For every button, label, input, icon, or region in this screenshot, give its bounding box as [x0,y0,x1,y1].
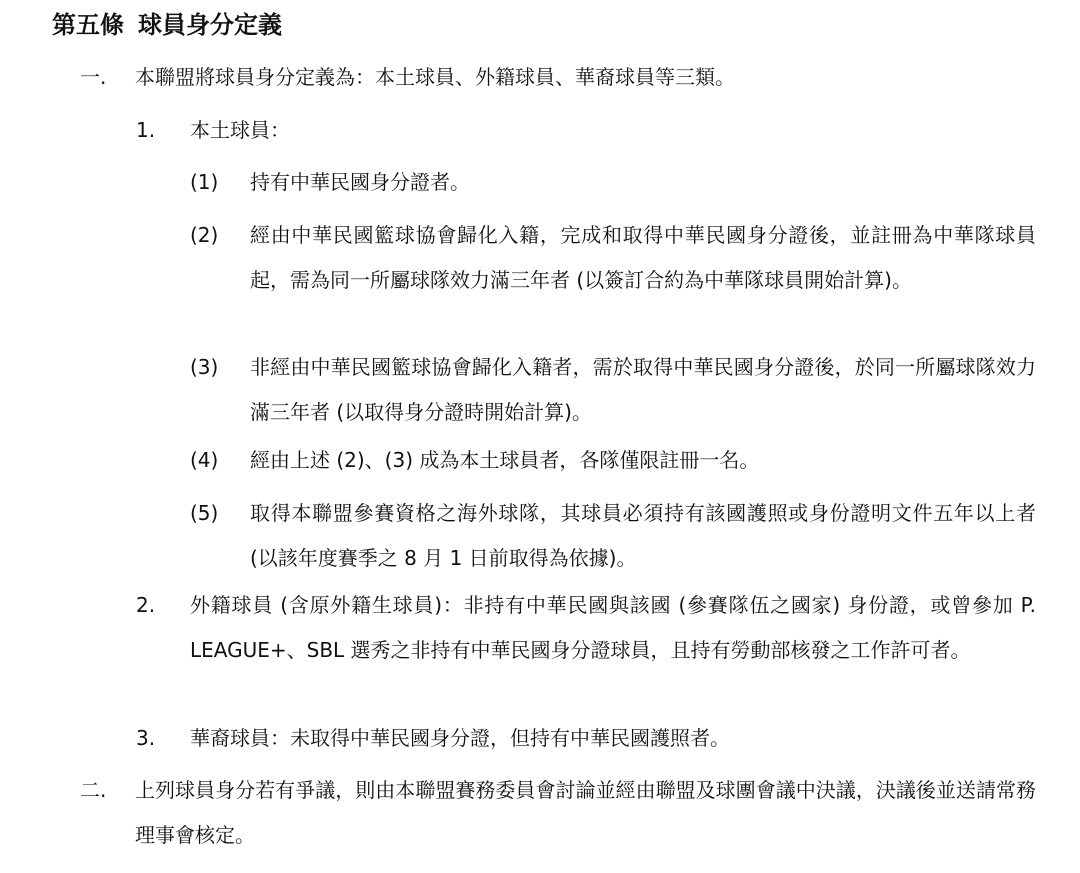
item-2-marker: 2. [136,593,156,617]
article-number: 第五條 [52,11,124,39]
subitem-2-marker: (2) [190,223,219,247]
subitem-4-marker: (4) [190,448,219,472]
item-1-marker: 1. [136,118,156,142]
subitem-5-marker: (5) [190,501,219,525]
article-title [52,8,282,42]
subitem-2-text: 經由中華民國籃球協會歸化入籍，完成和取得中華民國身分證後，並註冊為中華隊球員起，需為同一所屬球隊效力滿三年者 (以簽訂合約為中華隊球員開始計算)。 [250,223,1036,292]
subitem-1-marker: (1) [190,170,219,194]
item-2-text: 外籍球員 (含原外籍生球員)：非持有中華民國與該國 (參賽隊伍之國家) 身份證，或曾參加 P. LEAGUE+、SBL 選秀之非持有中華民國身分證球員，且持有勞動部核發之工作許可者。 [190,593,1036,662]
item-3-marker: 3. [136,726,156,750]
subitem-3-text: 非經由中華民國籃球協會歸化入籍者，需於取得中華民國身分證後，於同一所屬球隊效力滿三年者 (以取得身分證時開始計算)。 [250,355,1036,424]
item-3-text: 華裔球員：未取得中華民國身分證，但持有中華民國護照者。 [190,726,730,750]
subitem-1-text: 持有中華民國身分證者。 [250,170,470,194]
subitem-4-text: 經由上述 (2)、(3) 成為本土球員者，各隊僅限註冊一名。 [250,448,760,472]
article-heading: 球員身分定義 [138,11,282,39]
section-2-marker: 二. [80,778,107,802]
subitem-5-text: 取得本聯盟參賽資格之海外球隊，其球員必須持有該國護照或身份證明文件五年以上者 (以該年度賽季之 8 月 1 日前取得為依據)。 [250,501,1036,570]
section-1-marker: 一. [80,65,107,89]
item-1-text: 本土球員： [190,118,290,142]
subitem-3-marker: (3) [190,355,219,379]
section-1-text: 本聯盟將球員身分定義為：本土球員、外籍球員、華裔球員等三類。 [135,65,735,89]
section-2-text: 上列球員身分若有爭議，則由本聯盟賽務委員會討論並經由聯盟及球團會議中決議，決議後並送請常務理事會核定。 [135,778,1036,847]
